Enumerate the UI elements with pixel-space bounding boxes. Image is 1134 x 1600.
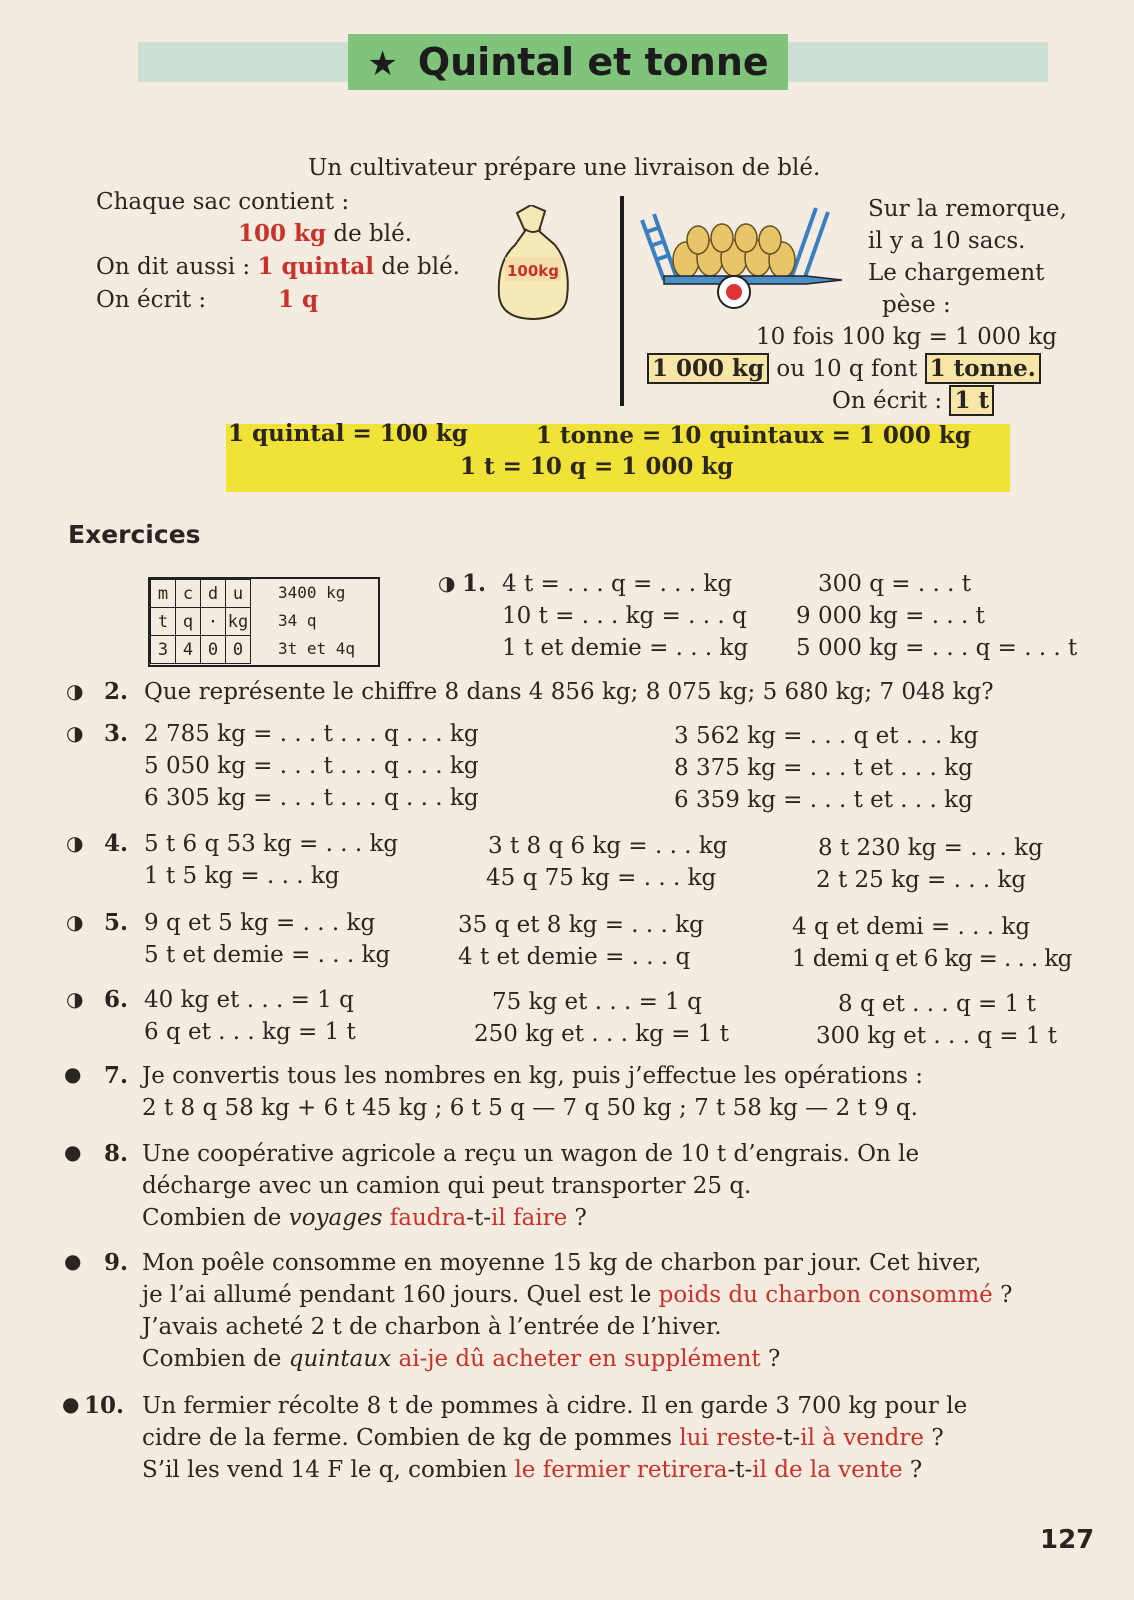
place-value-grid [150, 579, 251, 664]
table-cell: d [201, 580, 226, 608]
exercise-5-item: 4 t et demie = . . . q [458, 944, 691, 970]
exercise-6-item: 6 q et . . . kg = 1 t [144, 1019, 356, 1045]
pv-note-2: 34 q [278, 611, 317, 630]
text-span: ? [567, 1205, 587, 1231]
text-span: il à vendre [800, 1425, 925, 1451]
summary-quintal: 1 quintal = 100 kg [228, 420, 468, 447]
text-on-ecrit-2: On écrit : [832, 388, 950, 414]
boxed-1t: 1 t [949, 385, 994, 416]
table-row [151, 580, 251, 608]
difficulty-marker-icon: ● [64, 1249, 82, 1273]
exercise-3-item: 6 359 kg = . . . t et . . . kg [674, 787, 973, 813]
text-span: ? [924, 1425, 944, 1451]
page-number: 127 [1040, 1525, 1095, 1555]
exercise-6-number: 6. [104, 986, 129, 1013]
left-line-2 [238, 218, 412, 250]
left-line-1: Chaque sac contient : [96, 189, 350, 215]
exercise-9-line [142, 1343, 780, 1375]
right-line-3: Le chargement [868, 260, 1045, 286]
page-title [348, 34, 788, 90]
text-on-ecrit: On écrit : [96, 287, 207, 313]
exercise-3-item: 5 050 kg = . . . t . . . q . . . kg [144, 753, 479, 779]
text-span: -t- [775, 1425, 801, 1451]
exercise-10-number: 10. [84, 1392, 125, 1419]
right-line-1: Sur la remorque, [868, 196, 1067, 222]
text-span: -t- [466, 1205, 491, 1231]
boxed-1-tonne: 1 tonne. [925, 353, 1041, 384]
exercise-6-item: 40 kg et . . . = 1 q [144, 987, 354, 1013]
exercise-1-item: 300 q = . . . t [818, 571, 971, 597]
value-1-quintal: 1 quintal [257, 253, 375, 280]
exercise-9-line: J’avais acheté 2 t de charbon à l’entrée de l’hiver. [142, 1314, 722, 1340]
exercise-6-item: 250 kg et . . . kg = 1 t [474, 1021, 729, 1047]
exercise-6-item: 300 kg et . . . q = 1 t [816, 1023, 1058, 1049]
right-line-5: 10 fois 100 kg = 1 000 kg [756, 324, 1057, 350]
exercise-4-number: 4. [104, 830, 129, 857]
table-cell: · [201, 608, 226, 636]
text-span: poids du charbon consommé [658, 1282, 993, 1308]
sack-label: 100kg [507, 262, 560, 280]
text-span: quintaux [288, 1346, 392, 1372]
value-100kg: 100 kg [238, 220, 327, 247]
exercise-9-number: 9. [104, 1249, 129, 1276]
text-span: il faire [490, 1205, 568, 1231]
table-cell: 0 [201, 636, 226, 664]
left-line-4 [96, 284, 206, 316]
page-title-text: Quintal et tonne [417, 40, 769, 84]
exercise-7-line: Je convertis tous les nombres en kg, puis j’effectue les opérations : [142, 1063, 923, 1089]
exercise-7-line: 2 t 8 q 58 kg + 6 t 45 kg ; 6 t 5 q — 7 q 50 kg ; 7 t 58 kg — 2 t 9 q. [142, 1095, 918, 1121]
intro-text: Un cultivateur prépare une livraison de blé. [308, 155, 821, 181]
exercise-4-item: 3 t 8 q 6 kg = . . . kg [488, 833, 728, 859]
text-span: cidre de la ferme. Combien de kg de pommes [142, 1425, 680, 1451]
exercise-8-number: 8. [104, 1140, 129, 1167]
difficulty-marker-icon: ◑ [66, 910, 84, 934]
table-cell: t [151, 608, 176, 636]
exercise-3-item: 6 305 kg = . . . t . . . q . . . kg [144, 785, 479, 811]
table-row [151, 636, 251, 664]
exercise-3-item: 3 562 kg = . . . q et . . . kg [674, 723, 979, 749]
left-line-3 [96, 251, 460, 283]
exercise-8-line [142, 1202, 587, 1234]
exercise-5-item: 5 t et demie = . . . kg [144, 942, 391, 968]
exercise-4-item: 8 t 230 kg = . . . kg [818, 835, 1043, 861]
exercise-5-item: 1 demi q et 6 kg = . . . kg [792, 946, 1072, 972]
exercise-1-item: 5 000 kg = . . . q = . . . t [796, 635, 1078, 661]
exercise-1-item: 9 000 kg = . . . t [796, 603, 985, 629]
exercise-4-item: 5 t 6 q 53 kg = . . . kg [144, 831, 399, 857]
difficulty-marker-icon: ◑ [66, 831, 84, 855]
summary-equivalence: 1 t = 10 q = 1 000 kg [460, 453, 734, 480]
text-span: voyages [288, 1205, 383, 1231]
table-cell: c [176, 580, 201, 608]
pv-note-1: 3400 kg [278, 583, 346, 602]
table-cell: 4 [176, 636, 201, 664]
text-span: S’il les vend 14 F le q, combien [142, 1457, 515, 1483]
exercise-1-item: 10 t = . . . kg = . . . q [502, 603, 747, 629]
text-de-ble: de blé. [326, 221, 413, 247]
exercise-5-item: 4 q et demi = . . . kg [792, 914, 1031, 940]
text-span: Combien de [142, 1346, 289, 1372]
exercise-4-item: 45 q 75 kg = . . . kg [486, 865, 717, 891]
difficulty-marker-icon: ● [64, 1062, 82, 1086]
text-de-ble-2: de blé. [374, 254, 460, 280]
table-cell: 0 [226, 636, 251, 664]
exercise-3-item: 8 375 kg = . . . t et . . . kg [674, 755, 973, 781]
exercise-1-item: 1 t et demie = . . . kg [502, 635, 749, 661]
place-value-table [148, 577, 380, 667]
text-span: je l’ai allumé pendant 160 jours. Quel est le [142, 1282, 659, 1308]
table-cell: u [226, 580, 251, 608]
difficulty-marker-icon: ◑ [438, 571, 456, 595]
difficulty-marker-icon: ◑ [66, 721, 84, 745]
text-span: ? [760, 1346, 781, 1372]
table-cell: q [176, 608, 201, 636]
exercise-8-line: Une coopérative agricole a reçu un wagon de 10 t d’engrais. On le [142, 1141, 920, 1167]
table-cell: m [151, 580, 176, 608]
right-line-2: il y a 10 sacs. [868, 228, 1026, 254]
exercise-5-number: 5. [104, 909, 129, 936]
exercises-heading: Exercices [68, 520, 201, 549]
text-span: lui reste [679, 1425, 776, 1451]
difficulty-marker-icon: ◑ [66, 679, 84, 703]
grain-sack-illustration [495, 205, 575, 323]
exercise-3-item: 2 785 kg = . . . t . . . q . . . kg [144, 721, 479, 747]
right-line-7 [832, 385, 994, 417]
difficulty-marker-icon: ● [62, 1392, 80, 1416]
table-cell: 3 [151, 636, 176, 664]
text-span: ai-je dû acheter en supplément [398, 1346, 761, 1372]
exercise-1-number: 1. [462, 570, 487, 597]
text-span: il de la vente [752, 1457, 903, 1483]
exercise-9-line: Mon poêle consomme en moyenne 15 kg de charbon par jour. Cet hiver, [142, 1250, 982, 1276]
divider [620, 196, 624, 406]
exercise-6-item: 8 q et . . . q = 1 t [838, 991, 1036, 1017]
exercise-9-line [142, 1279, 1012, 1311]
exercise-4-item: 1 t 5 kg = . . . kg [144, 863, 340, 889]
exercise-10-line [142, 1422, 944, 1454]
text-span: ? [992, 1282, 1013, 1308]
exercise-3-number: 3. [104, 720, 129, 747]
exercise-10-line: Un fermier récolte 8 t de pommes à cidre. Il en garde 3 700 kg pour le [142, 1393, 968, 1419]
text-on-dit: On dit aussi : [96, 254, 258, 280]
pv-note-3: 3t et 4q [278, 639, 356, 658]
exercise-8-line: décharge avec un camion qui peut transporter 25 q. [142, 1173, 752, 1199]
exercise-2-number: 2. [104, 678, 129, 705]
star-icon: ★ [367, 44, 398, 84]
summary-tonne: 1 tonne = 10 quintaux = 1 000 kg [536, 422, 971, 449]
text-span [382, 1205, 389, 1231]
text-ou-10q: ou 10 q font [769, 356, 925, 382]
value-1q: 1 q [278, 286, 319, 313]
exercise-5-item: 9 q et 5 kg = . . . kg [144, 910, 376, 936]
text-span: Combien de [142, 1205, 289, 1231]
exercise-6-item: 75 kg et . . . = 1 q [492, 989, 702, 1015]
table-cell: kg [226, 608, 251, 636]
exercise-7-number: 7. [104, 1062, 129, 1089]
right-line-4: pèse : [882, 292, 951, 318]
right-line-6 [647, 353, 1041, 385]
text-span: faudra [389, 1205, 467, 1231]
exercise-4-item: 2 t 25 kg = . . . kg [816, 867, 1027, 893]
text-span: -t- [727, 1457, 753, 1483]
difficulty-marker-icon: ● [64, 1140, 82, 1164]
boxed-1000kg: 1 000 kg [647, 353, 769, 384]
trailer-illustration [636, 200, 846, 310]
exercise-2-text: Que représente le chiffre 8 dans 4 856 kg; 8 075 kg; 5 680 kg; 7 048 kg? [144, 679, 994, 705]
difficulty-marker-icon: ◑ [66, 987, 84, 1011]
exercise-1-item: 4 t = . . . q = . . . kg [502, 571, 733, 597]
table-row [151, 608, 251, 636]
exercise-5-item: 35 q et 8 kg = . . . kg [458, 912, 704, 938]
text-span: ? [902, 1457, 923, 1483]
text-span: le fermier retirera [514, 1457, 728, 1483]
exercise-10-line [142, 1454, 922, 1486]
